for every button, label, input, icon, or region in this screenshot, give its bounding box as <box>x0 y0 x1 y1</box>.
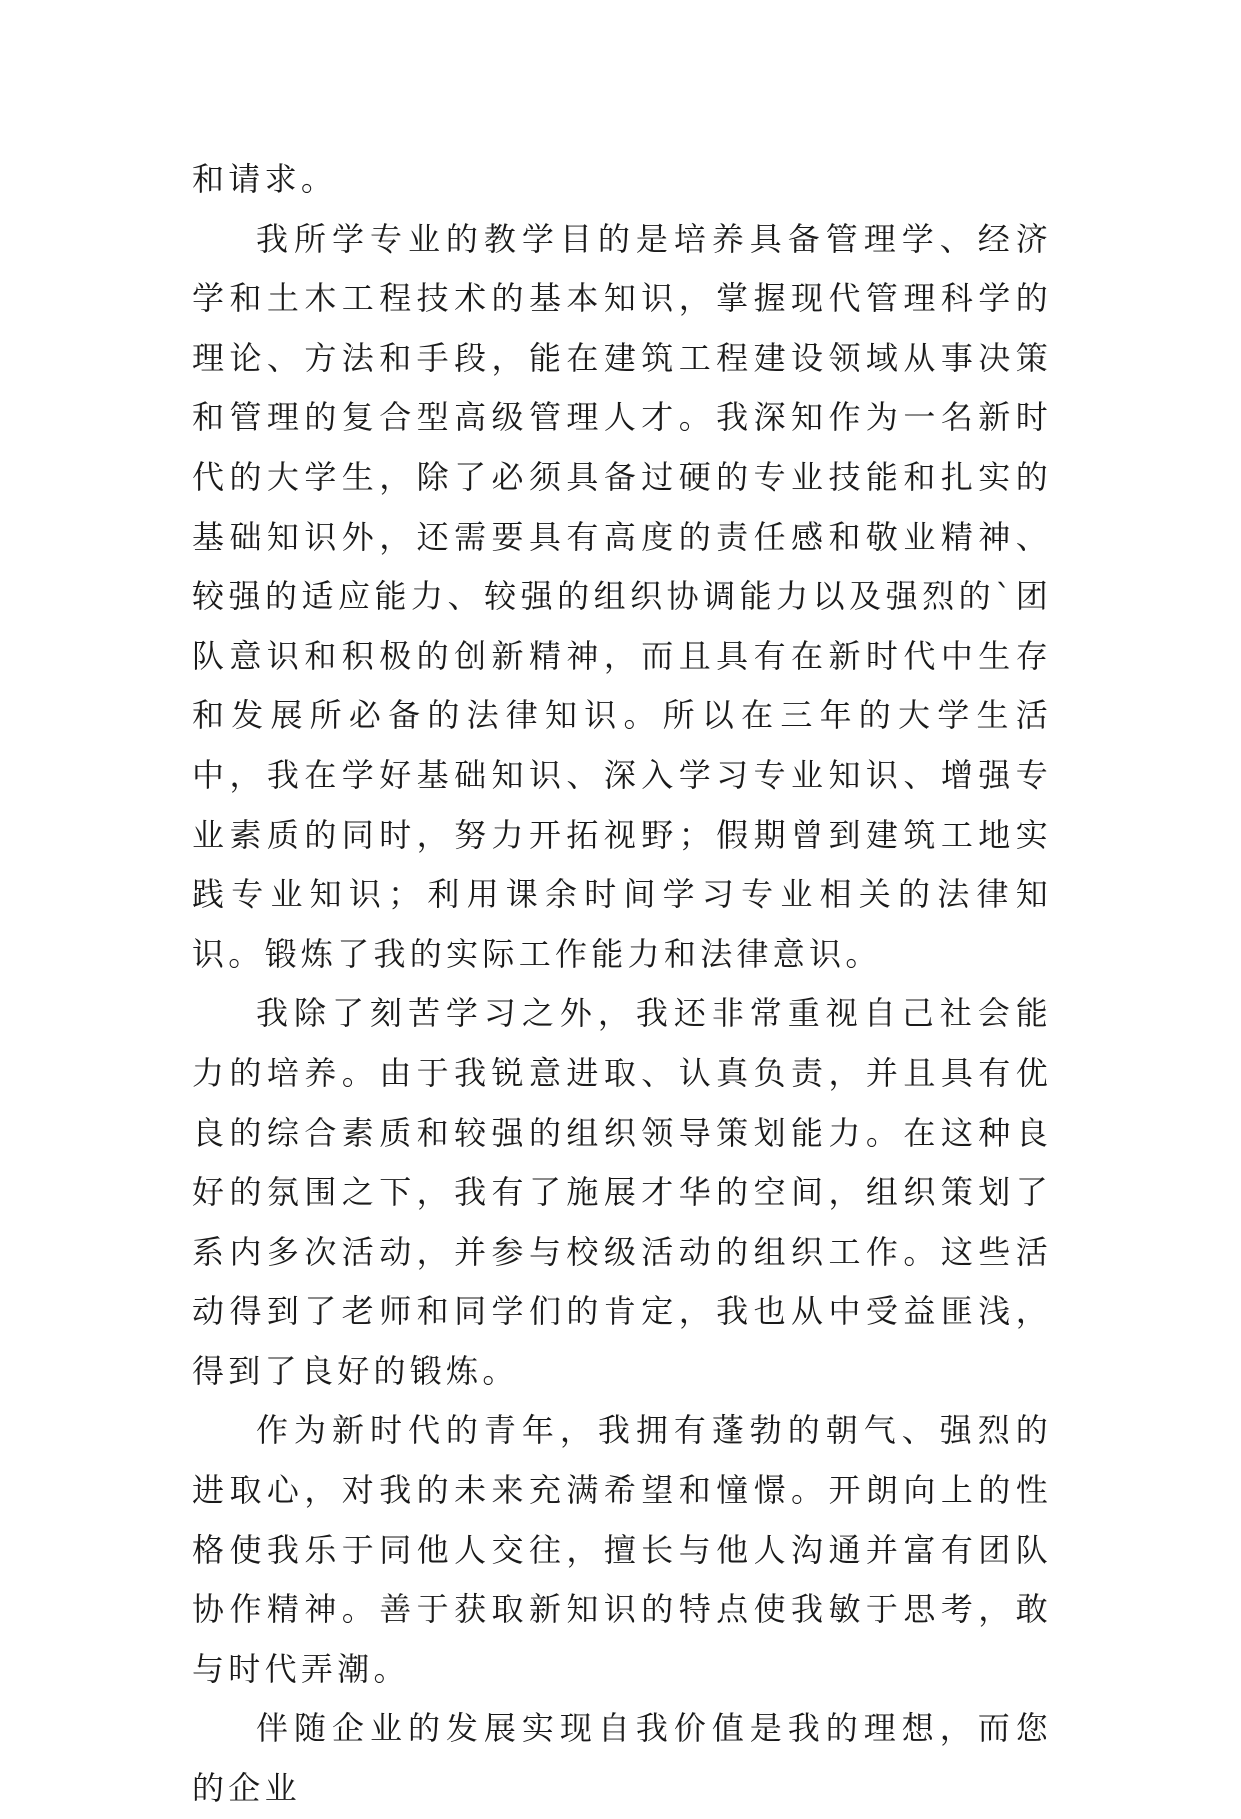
document-body <box>192 150 1052 1819</box>
paragraph-major-goals: 我所学专业的教学目的是培养具备管理学、经济学和土木工程技术的基本知识，掌握现代管理科学的理论、方法和手段，能在建筑工程建设领域从事决策和管理的复合型高级管理人才。我深知作为一名新时代的大学生，除了必须具备过硬的专业技能和扎实的基础知识外，还需要具有高度的责任感和敬业精神、较强的适应能力、较强的组织协调能力以及强烈的`团队意识和积极的创新精神，而且具有在新时代中生存和发展所必备的法律知识。所以在三年的大学生活中，我在学好基础知识、深入学习专业知识、增强专业素质的同时，努力开拓视野；假期曾到建筑工地实践专业知识；利用课余时间学习专业相关的法律知识。锻炼了我的实际工作能力和法律意识。 <box>192 219 1052 973</box>
paragraph-personality: 作为新时代的青年，我拥有蓬勃的朝气、强烈的进取心，对我的未来充满希望和憧憬。开朗向上的性格使我乐于同他人交往，擅长与他人沟通并富有团队协作精神。善于获取新知识的特点使我敏于思考，敢与时代弄潮。 <box>192 1411 1052 1688</box>
paragraph-continuation: 和请求。 <box>192 160 338 198</box>
paragraph-social-ability: 我除了刻苦学习之外，我还非常重视自己社会能力的培养。由于我锐意进取、认真负责，并且具有优良的综合素质和较强的组织领导策划能力。在这种良好的氛围之下，我有了施展才华的空间，组织策划了系内多次活动，并参与校级活动的组织工作。这些活动得到了老师和同学们的肯定，我也从中受益匪浅，得到了良好的锻炼。 <box>192 994 1052 1390</box>
paragraph-ideal: 伴随企业的发展实现自我价值是我的理想，而您的企业 <box>192 1709 1052 1808</box>
